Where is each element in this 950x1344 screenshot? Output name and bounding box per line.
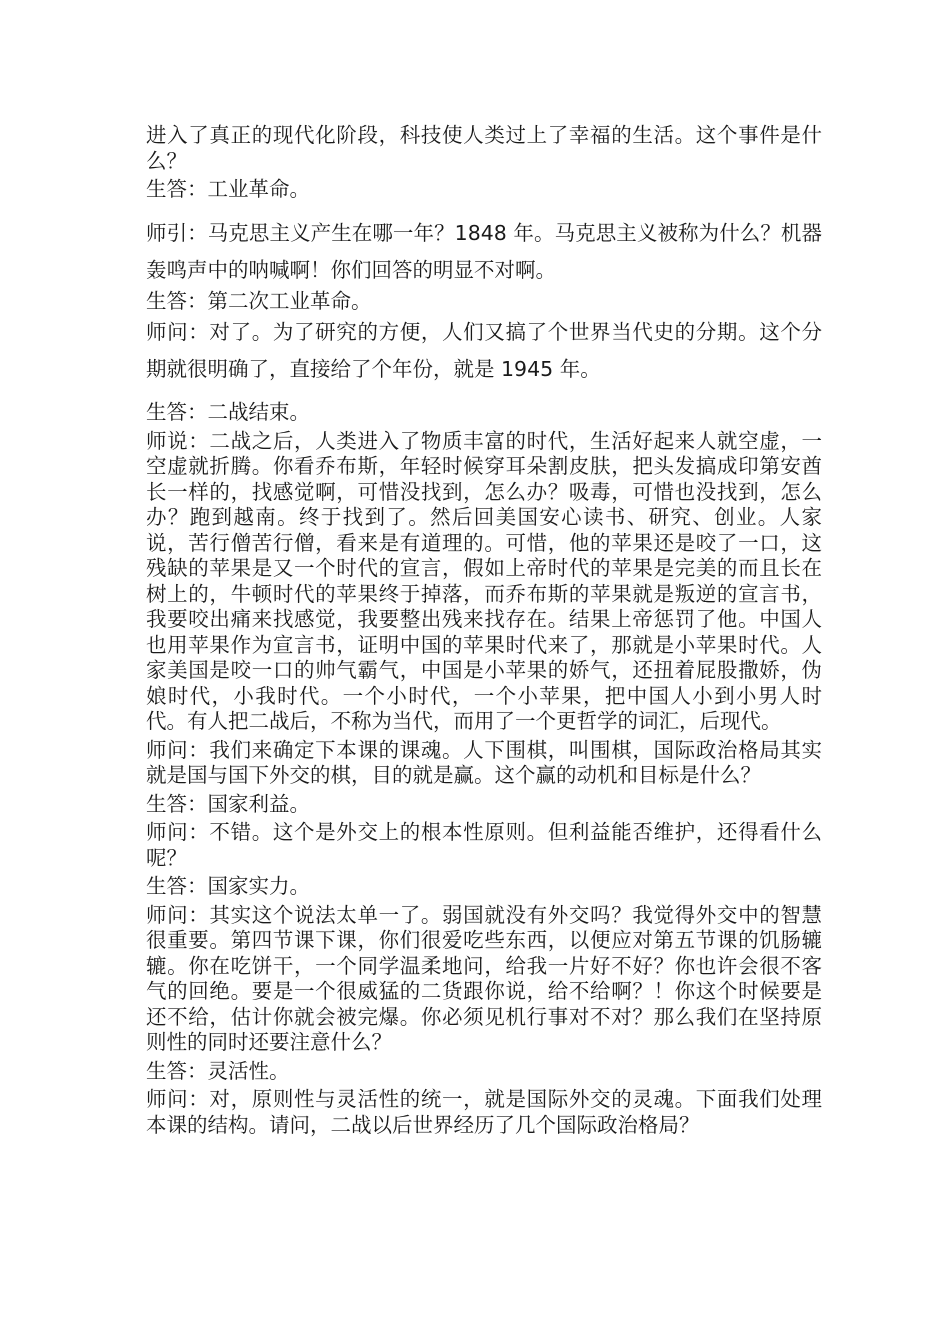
answer-second-industrial-revolution: 生答：第二次工业革命。 [146,288,372,313]
paragraph-jobs-apple: 师说：二战之后，人类进入了物质丰富的时代，生活好起来人就空虚，一空虚就折腾。你看乔布斯，年轻时候穿耳朵割皮肤，把头发搞成印第安酋长一样的，找感觉啊，可惜没找到，怎么办？吸毒，可惜也没找到，怎么办？跑到越南。终于找到了。然后回美国安心读书、研究、创业。人家说，苦行僧苦行僧，看来是有道理的。可惜，他的苹果还是咬了一口，这残缺的苹果是又一个时代的宣言，假如上帝时代的苹果是完美的而且长在树上的，牛顿时代的苹果终于掉落，而乔布斯的苹果就是叛逆的宣言书，我要咬出痛来找感觉，我要整出残来找存在。结果上帝惩罚了他。中国人也用苹果作为宣言书，证明中国的苹果时代来了，那就是小苹果时代。人家美国是咬一口的帅气霸气，中国是小苹果的娇气，还扭着屁股撒娇，伪娘时代，小我时代。一个小时代，一个小苹果，把中国人小到小男人时代。有人把二战后，不称为当代，而用了一个更哲学的词汇，后现代。 [146,428,822,733]
paragraph-diplomacy-wisdom: 师问：其实这个说法太单一了。弱国就没有外交吗？我觉得外交中的智慧很重要。第四节课下课，你们很爱吃些东西，以便应对第五节课的饥肠辘辘。你在吃饼干，一个同学温柔地问，给我一片好不好？你也许会很不客气的回绝。要是一个很威猛的二货跟你说，给不给啊？！你这个时候要是还不给，估计你就会被完爆。你必须见机行事对不对？那么我们在坚持原则性的同时还要注意什么？ [146,902,822,1054]
answer-industrial-revolution: 生答：工业革命。 [146,177,310,201]
document-page [146,123,822,1138]
paragraph-marxism-question: 师引：马克思主义产生在哪一年？1848 年。马克思主义被称为什么？机器轰鸣声中的呐喊啊！你们回答的明显不对啊。 [146,220,822,282]
paragraph-modernization-question: 进入了真正的现代化阶段，科技使人类过上了幸福的生活。这个事件是什么？ [146,123,822,173]
paragraph-structure-question: 师问：对，原则性与灵活性的统一，就是国际外交的灵魂。下面我们处理本课的结构。请问，二战以后世界经历了几个国际政治格局？ [146,1087,822,1137]
answer-national-strength: 生答：国家实力。 [146,874,310,898]
answer-national-interest: 生答：国家利益。 [146,791,310,816]
answer-flexibility: 生答：灵活性。 [146,1058,290,1083]
answer-ww2-end: 生答：二战结束。 [146,400,310,424]
paragraph-principle-question: 师问：不错。这个是外交上的根本性原则。但利益能否维护，还得看什么呢？ [146,820,822,870]
paragraph-course-soul: 师问：我们来确定下本课的课魂。人下围棋，叫围棋，国际政治格局其实就是国与国下外交的棋，目的就是赢。这个赢的动机和目标是什么？ [146,737,822,787]
paragraph-contemporary-history: 师问：对了。为了研究的方便，人们又搞了个世界当代史的分期。这个分期就很明确了，直接给了个年份，就是 1945 年。 [146,320,822,381]
